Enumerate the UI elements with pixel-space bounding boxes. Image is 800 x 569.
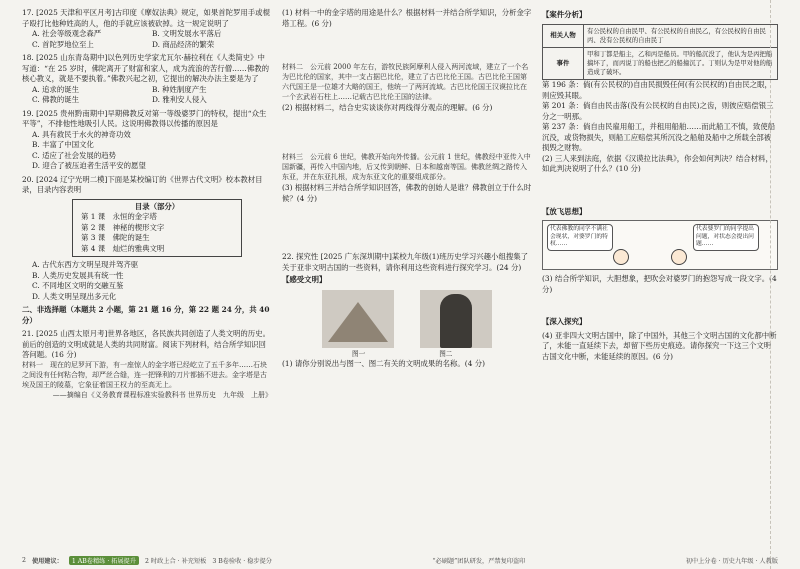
people-cell: 有公民权的自由民甲、有公民权的自由民乙，有公民权的自由民丙、没有公民权的自由民丁 <box>584 24 778 47</box>
answer-space <box>282 113 532 153</box>
section-title: 二、非选择题（本题共 2 小题，第 21 题 16 分，第 22 题 24 分，共 40 分） <box>22 305 270 325</box>
pyramid-image <box>322 290 394 348</box>
figure-row <box>322 290 532 348</box>
question-21-stem: 21. [2025 山西太原月考]世界各地区，各民族共同创造了人类文明的历史。前后的创造的文明成就是人类的共同财富。阅读下列材料，结合所学知识回答问题。(16 分) <box>22 329 270 360</box>
stage-badge: 1 AB卷精练 · 拓展提升 <box>69 556 139 565</box>
q19-option-b: B. 丰富了中国文化 <box>32 140 94 150</box>
material-source: ——摘编自《义务教育课程标准实验教科书 世界历史 九年级 上册》 <box>52 390 272 399</box>
sense-title: 【感受文明】 <box>282 275 327 285</box>
question-19-stem: 19. [2025 贵州黔南期中]早期佛教反对第一等级婆罗门的特权，提出“众生平等”，不排他性地吸引人民。这说明佛教得以传播的原因是 <box>22 108 267 129</box>
question-17-stem: 17. [2025 天津和平区月考]古印度《摩奴法典》规定，如果首陀罗用手或棍子殴打比他种姓高的人，他的手就应该被砍掉。这一规定说明了 <box>22 8 270 28</box>
page-number: 2 <box>22 557 26 564</box>
question-22-stem: 22. 探究性 [2025 广东深圳期中]某校九年级(1)班历史学习兴趣小组搜集了关于亚非文明古国的一些资料，请你利用这些资料进行探究学习。(24 分) <box>282 252 529 272</box>
q18-option-a: A. 追求的诞生 <box>32 84 79 94</box>
column-middle <box>282 8 532 370</box>
question-21 <box>22 329 272 400</box>
people-label: 相关人物 <box>543 24 584 47</box>
question-18 <box>22 53 272 106</box>
question-18-stem: 18. [2025 山东青岛期中]以色列历史学家尤瓦尔·赫拉利在《人类简史》中写道：“在 25 岁时，佛陀离开了财富和家人，成为流浪的苦行僧……佛教的核心教义，就是不要执着。”佛教兴起之初，它提出的解决办法主要是为了 <box>22 53 269 84</box>
deep-title: 【深入探究】 <box>542 317 587 327</box>
q17-option-d: D. 商品经济的繁荣 <box>152 39 215 49</box>
stage-badge: 2 时政上合 · 补充短板 <box>145 558 207 565</box>
answer-space <box>282 29 532 63</box>
q19-option-d: D. 迎合了被压迫者生活平安的愿望 <box>32 161 146 171</box>
student-figure <box>671 249 687 265</box>
student-figure <box>613 249 629 265</box>
q20-option-a: A. 古代东西方文明呈现并驾齐驱 <box>32 260 139 270</box>
q21-sub3: (3) 根据材料三并结合所学知识回答，佛教的创始人是谁？佛教创立于什么时候？(4 分) <box>282 183 532 203</box>
q17-option-c: C. 首陀罗地位至上 <box>32 39 94 49</box>
toc-item: 第 1 课 永恒的金字塔 <box>81 212 157 222</box>
answer-space <box>542 175 778 205</box>
page-footer <box>22 556 778 565</box>
law-article: 第 196 条：倘(有公民权的)自由民损毁任何(有公民权的)自由民之眼，则应毁其眼。 <box>542 79 772 100</box>
q19-option-a: A. 具有救民于水火的神奇功效 <box>32 129 131 139</box>
q20-option-b: B. 人类历史发展具有统一性 <box>32 270 124 280</box>
answer-space <box>282 204 532 252</box>
q19-option-c: C. 适应了社会发展的趋势 <box>32 150 116 160</box>
q17-option-b: B. 文明发展水平落后 <box>152 29 222 39</box>
material-2: 材料二 公元前 2000 年左右，游牧民族阿摩利人侵入两河流域，建立了一个名为巴比伦的国家，其中一支占据巴比伦，建立了古巴比伦王国。古巴比伦王国第六代国王是一位雄才大略的国王，他统一了两河流域。古巴比伦国王汉谟拉比在一个玄武岩石柱上……记载古巴比伦王国的法律。 <box>282 63 529 101</box>
copyright-note: “必刷题”团队研发，严禁复印盗印 <box>432 558 526 565</box>
question-20 <box>22 175 272 303</box>
stele-image <box>420 290 492 348</box>
column-left <box>22 8 272 404</box>
q22-sub4: (4) 亚非四大文明古国中，除了中国外，其他三个文明古国的文化都中断了，未能一直延续下去，却留下些历史痕迹。请你探究一下这三个文明古国文化中断，未能延续的原因。(6 分) <box>542 330 777 361</box>
q22-sub1: (1) 请你分别说出与图一、图二有关的文明成果的名称。(4 分) <box>282 359 486 369</box>
column-right <box>542 8 778 362</box>
toc-title: 目录（部分） <box>134 201 180 211</box>
page-fold <box>770 0 772 569</box>
comic-panel <box>542 220 778 270</box>
q22-sub2: (2) 三人来到法庭，依据《汉谟拉比法典》，你会如何判决？结合材料，如此判决说明了什么？(10 分) <box>542 153 773 174</box>
q20-option-c: C. 不同地区文明的交融互鉴 <box>32 281 124 291</box>
case-title: 【案件分析】 <box>542 10 587 19</box>
toc-item: 第 2 课 神秘的楔形文字 <box>81 222 165 232</box>
material-3: 材料三 公元前 6 世纪，佛教开始向外传播。公元前 1 世纪，佛教经中亚传入中国新疆，再传入中国内地，后又传到朝鲜、日本和越南等国。佛教丝绸之路传入东亚，并在东亚扎根，成为东亚文化的重要组成部分。 <box>282 153 531 182</box>
speech-bubble: 代表佛教的同学不满社会现状，对婆罗门的特权…… <box>547 224 613 251</box>
q18-option-d: D. 雅利安人侵入 <box>152 95 207 105</box>
speech-bubble: 代表婆罗门的同学提出问题，对状态会提出问题…… <box>693 224 759 251</box>
q21-sub2: (2) 根据材料二，结合史实谈谈你对两线得分观点的理解。(6 分) <box>282 102 493 112</box>
material-1: 材料一 现在的尼罗河下游，有一座惊人的金字塔已经屹立了五千多年……石块之间没有任何粘合物，却严丝合缝，连一把锋利的刀片都插不进去。金字塔是古埃及国王的陵墓，它象征着国王权力的至高无上。 <box>22 360 267 389</box>
q18-option-c: C. 佛教的诞生 <box>32 95 80 105</box>
book-title: 初中上分卷 · 历史九年级 · 人教版 <box>685 558 778 565</box>
q17-option-a: A. 社会等级观念森严 <box>32 29 102 39</box>
law-article: 第 201 条：倘自由民击落(没有公民权的自由民)之齿，则彼应赔偿银三分之一明那。 <box>542 101 774 121</box>
figure-2-caption: 图二 <box>439 349 453 358</box>
question-17 <box>22 8 272 50</box>
advice-label: 使用建议： <box>31 558 63 565</box>
event-cell: 甲和丁都是船主，乙和丙是船员。甲的船沉没了，他认为是丙把船搞坏了，而丙说丁的船也把乙的船撞沉了。丁则认为是甲对他的船造成了破坏。 <box>584 47 778 79</box>
event-label: 事件 <box>543 47 584 79</box>
toc-item: 第 3 课 佛陀的诞生 <box>81 233 150 243</box>
answer-space <box>542 295 778 315</box>
law-article: 第 237 条：倘自由民雇用船工，并租用船舶……而此船工不慎，致使船沉没，或货物损失，则船工应赔偿其所沉没之船舶及船中之所载全部被损毁之财物。 <box>542 122 776 153</box>
case-table <box>542 24 778 80</box>
textbook-toc <box>72 199 242 258</box>
toc-item: 第 4 课 灿烂的雅典文明 <box>81 243 165 253</box>
q18-option-b: B. 种姓制度产生 <box>152 84 207 94</box>
question-19 <box>22 109 272 172</box>
figure-1-caption: 图一 <box>352 349 366 358</box>
question-20-stem: 20. [2024 辽宁光明二模]下面是某校编订的《世界古代文明》校本教材目录，目录内容表明 <box>22 174 263 195</box>
stage-badge: 3 B卷验收 · 稳步提分 <box>212 558 272 565</box>
q20-option-d: D. 人类文明呈现出多元化 <box>32 291 117 301</box>
q22-sub3: (3) 结合所学知识，大胆想象，把吹会对婆罗门的抱怨写成一段文字。(4 分) <box>542 274 777 294</box>
comic-title: 【放飞思想】 <box>542 206 587 216</box>
q21-sub1: (1) 材料一中的金字塔的用途是什么？根据材料一并结合所学知识，分析金字塔工程。(6 分) <box>282 8 532 28</box>
